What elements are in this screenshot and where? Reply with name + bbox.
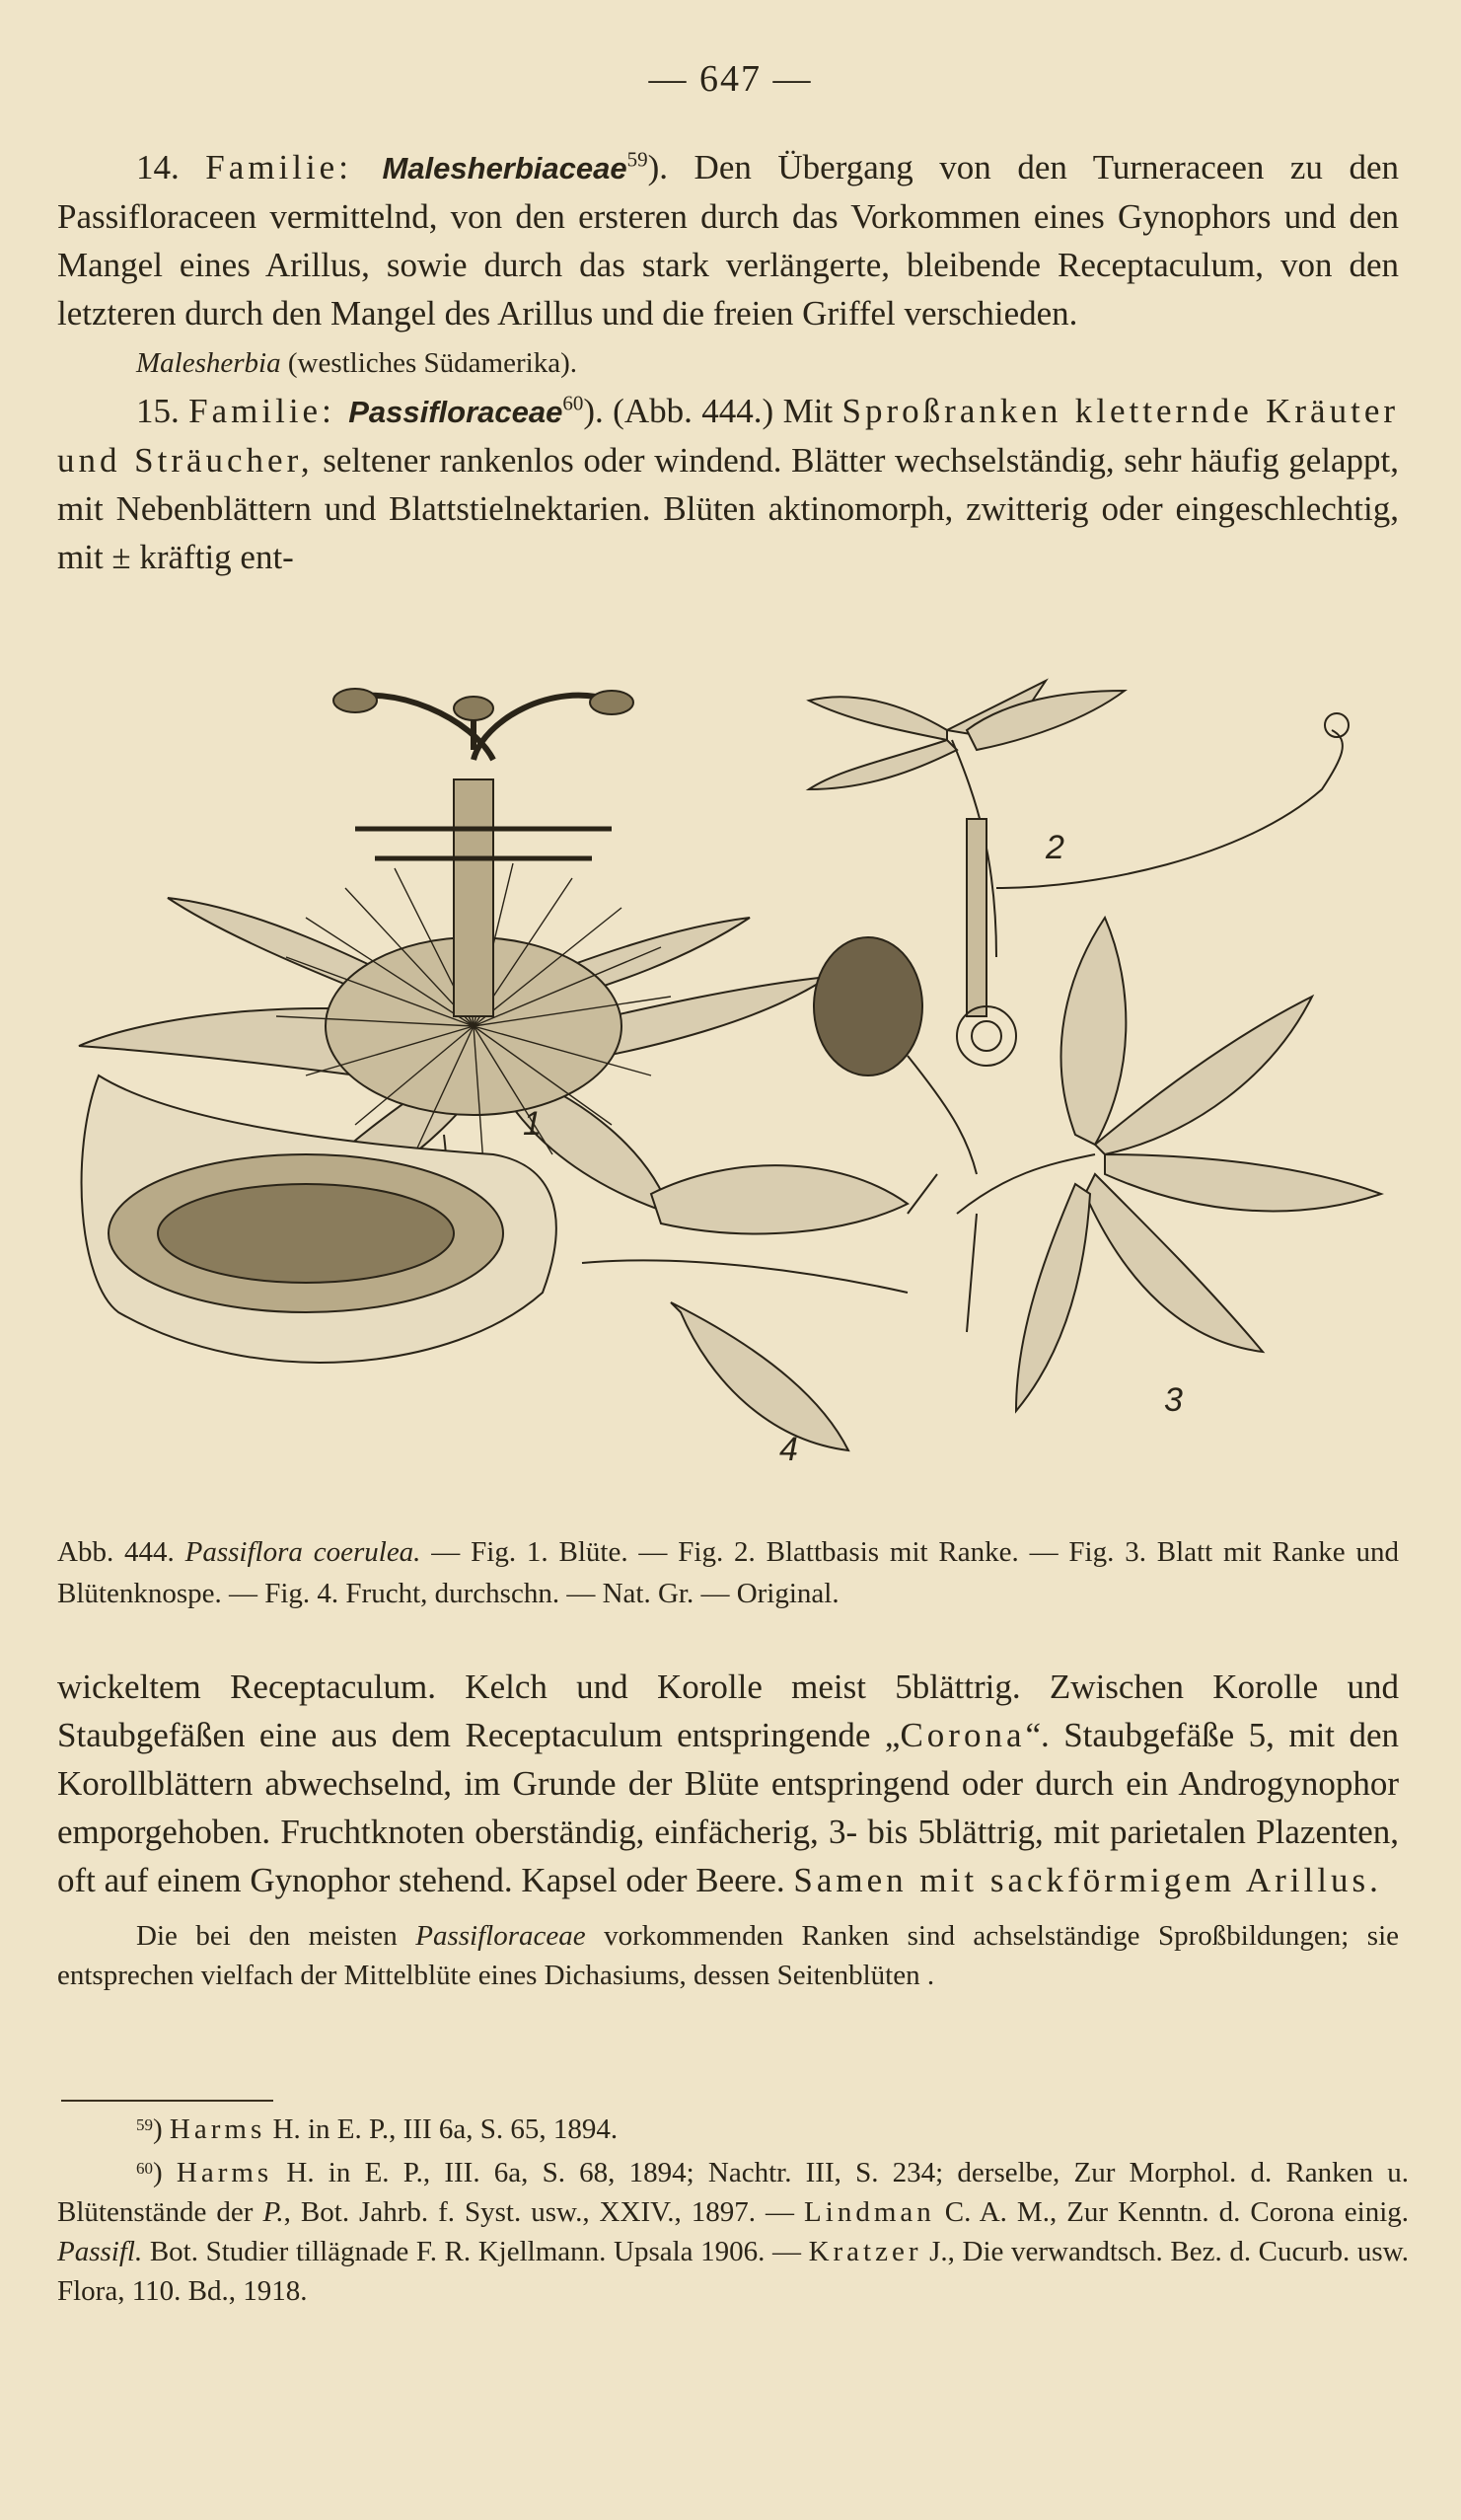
- fig-label-2: 2: [1046, 829, 1064, 866]
- receptaculum-paragraph: wickeltem Receptaculum. Kelch und Korolle meist 5blättrig. Zwischen Korolle und Staubgefäßen eine aus dem Receptaculum entspringende „Corona“. Staubgefäße 5, mit den Korollblättern abwechselnd, im Grunde der Blüte entspringend oder durch ein Androgynophor emporgehoben. Fruchtknoten oberständig, einfächerig, 3- bis 5blättrig, mit parietalen Plazenten, oft auf einem Gynophor stehend. Kapsel oder Beere. Samen mit sackförmigem Arillus.: [57, 1668, 1399, 1899]
- footnote-divider: [61, 2100, 273, 2102]
- species-name: Passiflora coerulea.: [184, 1536, 421, 1568]
- malesherbiaceae-paragraph: 14. Familie: Malesherbiaceae$^{59}$). Den Übergang von den Turneraceen zu den Passifloraceen vermittelnd, von den ersteren durch das Vorkommen eines Gynophors und den Mangel eines Arillus, sowie durch das stark verlängerte, bleibende Receptaculum, von den letzteren durch den Mangel des Arillus und die freien Griffel verschieden.: [57, 147, 1399, 333]
- top-text-block: [57, 143, 1399, 581]
- fig-label-3: 3: [1164, 1381, 1183, 1419]
- page-number: — 647 —: [648, 58, 813, 100]
- passifloraceae-paragraph: 15. Familie: Passifloraceae$^{60}$). (Abb. 444.) Mit Sproßranken kletternde Kräuter und Sträucher, seltener rankenlos oder windend. Blätter wechselständig, sehr häufig gelappt, mit Nebenblättern und Blattstielnektarien. Blüten aktinomorph, zwitterig oder eingeschlechtig, mit ± kräftig ent-: [57, 391, 1400, 576]
- genus-line: Malesherbia (westliches Südamerika).: [136, 347, 577, 379]
- passiflora-illustration: [59, 661, 1401, 1529]
- family-name: Passifloraceae: [348, 395, 563, 429]
- fig-label-4: 4: [779, 1431, 798, 1468]
- figure-caption: Abb. 444. Passiflora coerulea. — Fig. 1. Blüte. — Fig. 2. Blattbasis mit Ranke. — Fig. 3. Blatt mit Ranke und Blütenknospe. — Fig. 4. Frucht, durchschn. — Nat. Gr. — Original.: [57, 1536, 1399, 1609]
- footnote-ref: 59: [626, 147, 648, 172]
- footnotes: [57, 2106, 1409, 2311]
- footnote-59: $^{59}$) Harms H. in E. P., III 6a, S. 65, 1894.: [136, 2113, 619, 2145]
- fruit-drawing: [82, 1075, 937, 1468]
- family-name: Malesherbiaceae: [382, 151, 627, 185]
- tendril-note-paragraph: Die bei den meisten Passifloraceae vorkommenden Ranken sind achselständige Sproßbildungen; sie entsprechen vielfach der Mittelblüte eines Dichasiums, dessen Seitenblüten .: [57, 1920, 1399, 1991]
- fig-label-1: 1: [523, 1105, 542, 1143]
- bottom-text-block: [57, 1663, 1399, 1995]
- leaf-bud-drawing: [814, 918, 1381, 1419]
- footnote-60: $^{60}$) Harms H. in E. P., III. 6a, S. 68, 1894; Nachtr. III, S. 234; derselbe, Zur Morphol. d. Ranken u. Blütenstände der P., Bot. Jahrb. f. Syst. usw., XXIV., 1897. — Lindman C. A. M., Zur Kenntn. d. Corona einig. Passifl. Bot. Studier tillägnade F. R. Kjellmann. Upsala 1906. — Kratzer J., Die verwandtsch. Bez. d. Cucurb. usw. Flora, 110. Bd., 1918.: [57, 2157, 1410, 2307]
- footnote-ref: 60: [562, 391, 584, 415]
